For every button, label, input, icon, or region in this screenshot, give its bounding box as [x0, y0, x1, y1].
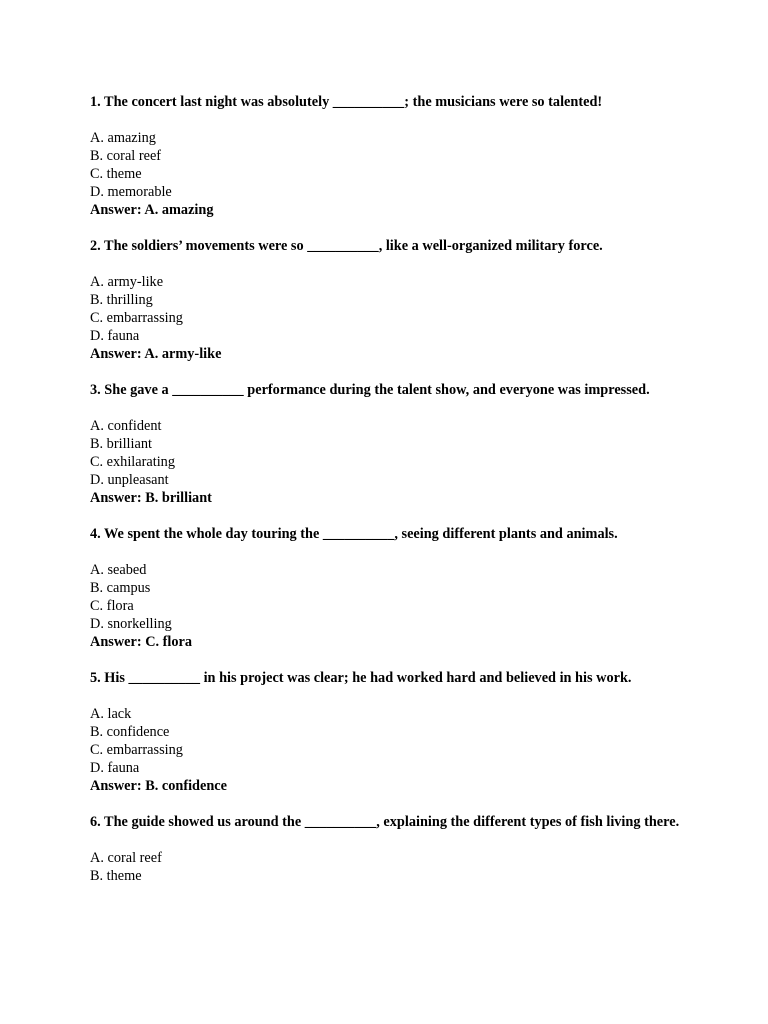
- quiz-document: [90, 93, 690, 903]
- option-c: C. theme: [90, 166, 142, 182]
- question-block-3: [90, 381, 690, 507]
- question-block-1: [90, 93, 690, 219]
- option-b: B. campus: [90, 580, 151, 596]
- answer-line: Answer: B. brilliant: [90, 490, 212, 506]
- option-c: C. embarrassing: [90, 742, 183, 758]
- question-text: 3. She gave a __________ performance during the talent show, and everyone was impressed.: [90, 382, 650, 398]
- option-a: A. coral reef: [90, 850, 162, 866]
- option-b: B. confidence: [90, 724, 170, 740]
- question-text: 2. The soldiers’ movements were so __________, like a well-organized military force.: [90, 238, 603, 254]
- answer-line: Answer: C. flora: [90, 634, 193, 650]
- option-a: A. amazing: [90, 130, 156, 146]
- question-block-2: [90, 237, 690, 363]
- option-a: A. lack: [90, 706, 132, 722]
- option-c: C. flora: [90, 598, 134, 614]
- question-block-4: [90, 525, 690, 651]
- option-b: B. coral reef: [90, 148, 162, 164]
- option-d: D. fauna: [90, 760, 140, 776]
- question-text: 4. We spent the whole day touring the __________, seeing different plants and animals.: [90, 526, 618, 542]
- option-d: D. snorkelling: [90, 616, 172, 632]
- option-c: C. embarrassing: [90, 310, 183, 326]
- answer-line: Answer: A. army-like: [90, 346, 222, 362]
- option-a: A. confident: [90, 418, 162, 434]
- question-text: 5. His __________ in his project was clear; he had worked hard and believed in his work.: [90, 670, 632, 686]
- answer-line: Answer: B. confidence: [90, 778, 227, 794]
- question-block-5: [90, 669, 690, 795]
- option-b: B. thrilling: [90, 292, 153, 308]
- answer-line: Answer: A. amazing: [90, 202, 214, 218]
- option-d: D. memorable: [90, 184, 172, 200]
- option-a: A. seabed: [90, 562, 147, 578]
- option-d: D. unpleasant: [90, 472, 169, 488]
- question-block-6: [90, 813, 690, 885]
- question-text: 1. The concert last night was absolutely __________; the musicians were so talented!: [90, 94, 603, 110]
- option-a: A. army-like: [90, 274, 164, 290]
- option-b: B. brilliant: [90, 436, 152, 452]
- option-b: B. theme: [90, 868, 142, 884]
- option-c: C. exhilarating: [90, 454, 175, 470]
- question-text: 6. The guide showed us around the __________, explaining the different types of fish living there.: [90, 814, 680, 830]
- option-d: D. fauna: [90, 328, 140, 344]
